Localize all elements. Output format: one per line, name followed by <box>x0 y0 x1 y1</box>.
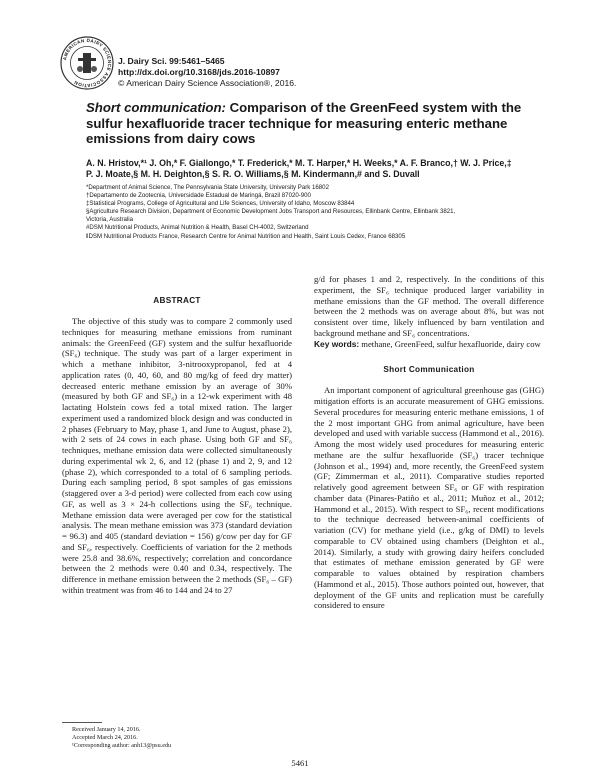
abstract-continued: g/d for phases 1 and 2, respectively. In the conditions of this experiment, the SF₆ technique produced larger variability in methane emissions than the GF method. The overall difference between the 2 methods was on average about 8%, but was not consistent over time, likely influenced by barn ventilation and background methane and SF₆ concentrations. <box>314 274 544 338</box>
title-text: Comparison of the GreenFeed system with the sulfur hexafluoride tracer technique for measuring enteric methane emissions from dairy cows <box>86 100 522 146</box>
affiliation: ‖DSM Nutritional Products France, Research Centre for Animal Nutrition and Health, Saint Louis Cedex, France 68305 <box>86 232 406 240</box>
keywords <box>314 339 544 350</box>
affiliation: #DSM Nutritional Products, Animal Nutrition & Health, Basel CH-4002, Switzerland <box>86 224 309 232</box>
author-list <box>86 158 526 179</box>
keywords-text: methane, GreenFeed, sulfur hexafluoride, dairy cow <box>359 338 541 349</box>
affiliation: ‡Statistical Programs, College of Agricultural and Life Sciences, University of Idaho, Moscow 83844 <box>86 200 355 208</box>
author-line: P. J. Moate,§ M. H. Deighton,§ S. R. O. Williams,§ M. Kindermann,# and S. Duvall <box>86 168 420 179</box>
abstract-column <box>62 296 292 596</box>
journal-reference: J. Dairy Sci. 99:5461–5465 <box>118 56 225 66</box>
keywords-label: Key words: <box>314 338 360 349</box>
ads-association-seal-icon <box>60 36 114 90</box>
footnotes <box>62 726 292 751</box>
abstract-text: The objective of this study was to compare 2 commonly used techniques for measuring methane emissions from ruminant animals: the GreenFeed (GF) system and the sulfur hexafluoride (SF₆) technique. The study was part of a larger experiment in which a methane inhibitor, 3-nitrooxypropanol, fed at 4 application rates (0, 40, 60, and 80 mg/kg of feed dry matter) decreased enteric methane emission by an average of 30% (measured by both GF and SF₆) in a 12-wk experiment with 48 lactating Holstein cows fed a total mixed ration. The larger experiment used a randomized block design and was conducted in 2 phases (February to May, phase 1, and June to August, phase 2), with 2 sets of 24 cows in each phase. Using both GF and SF₆ techniques, methane emission data were collected simultaneously during experimental wk 2, 6, and 12 (phase 1) and 2, 9, and 12 (phase 2), which corresponded to a total of 6 sampling periods. During each sampling period, 8 spot samples of gas emissions (staggered over a 3-d period) were collected from each cow using GF, as well as 3 × 24-h collections using the SF₆ technique. Methane emission data were averaged per cow for the statistical analysis. The mean methane emission was 373 (standard deviation = 96.3) and 405 (standard deviation = 156) g/cow per day for GF and SF₆, respectively. Coefficients of variation for the 2 methods were 25.8 and 38.6%, respectively; correlation and concordance between the 2 methods were 0.40 and 0.34, respectively. The difference in methane emission between the 2 methods (SF₆ – GF) within treatment was from 46 to 144 and 24 to 27 <box>62 316 292 595</box>
svg-text:AMERICAN DAIRY SCIENCE ASSOCIA: AMERICAN DAIRY SCIENCE ASSOCIATION <box>62 37 113 89</box>
doi-link[interactable]: http://dx.doi.org/10.3168/jds.2016-10897 <box>118 67 280 77</box>
section-text: An important component of agricultural greenhouse gas (GHG) mitigation efforts is an accurate measurement of GHG emissions. Several procedures for measuring enteric methane emissions, 1 of the 2 most important GHG from animal agriculture, have been developed and used with variable success (Hammond et al., 2016). Among the most widely used procedures for measuring enteric methane are the sulfur hexafluoride (SF₆) tracer technique (Johnson et al., 1994) and, more recently, the GreenFeed system (GF; Zimmerman et al., 2011). Comparative studies reported relatively good agreement between SF₆ or GF with respiration chamber data (Pinares-Patiño et al., 2011; Muñoz et al., 2012; Hammond et al., 2015). With respect to SF₆, recent modifications to the technique decreased between-animal coefficients of variation (CV) for methane yield (i.e., g/kg of DMI) to levels comparable to CV obtained using chambers (Deighton et al., 2014). Similarly, a study with growing dairy heifers concluded that estimates of methane emission generated by GF were comparable to values obtained by respiration chambers (Hammond et al., 2015). Those authors pointed out, however, that deployment of the GF units and replication must be carefully considered to ensure <box>314 385 544 611</box>
accepted-date: Accepted March 24, 2016. <box>72 734 138 742</box>
author-line: A. N. Hristov,*¹ J. Oh,* F. Giallongo,* T. Frederick,* M. T. Harper,* H. Weeks,* A. F. Branco,† W. J. Price,‡ <box>86 158 512 168</box>
footnote-rule <box>62 722 102 723</box>
article-title <box>86 100 526 147</box>
affiliation-list <box>86 184 536 241</box>
affiliation: Victoria, Australia <box>86 216 133 224</box>
copyright-notice: © American Dairy Science Association®, 2016. <box>118 78 297 88</box>
affiliation: §Agriculture Research Division, Department of Economic Development Jobs Transport and Resources, Ellinbank Centre, Ellinbank 3821, <box>86 208 456 216</box>
affiliation: †Departamento de Zootecnia, Universidade Estadual de Maringá, Brazil 87020-900 <box>86 192 311 200</box>
affiliation: *Department of Animal Science, The Pennsylvania State University, University Park 16802 <box>86 184 329 191</box>
right-column <box>314 274 544 611</box>
corresponding-author[interactable]: ¹Corresponding author: anh13@psu.edu <box>72 742 172 750</box>
title-label: Short communication: <box>86 100 226 115</box>
page-number: 5461 <box>291 758 309 768</box>
abstract-heading: ABSTRACT <box>153 296 201 305</box>
section-heading: Short Communication <box>383 365 475 375</box>
received-date: Received January 14, 2016. <box>72 726 141 733</box>
